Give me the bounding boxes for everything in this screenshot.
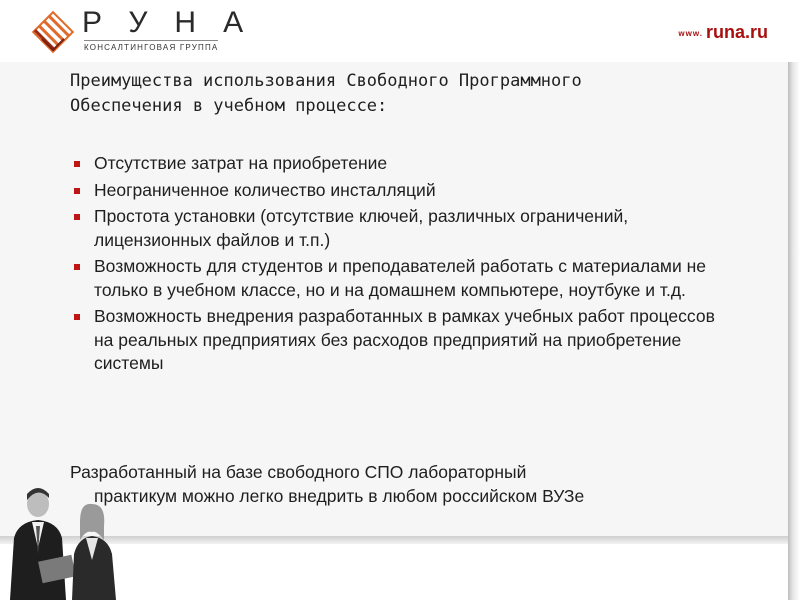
bullet-marker	[74, 264, 80, 270]
list-item	[74, 205, 734, 252]
slide-header	[0, 0, 800, 62]
list-item-text: Возможность внедрения разработанных в рамках учебных работ процессов на реальных предприятиях без расходов предприятий на приобретение системы	[94, 306, 715, 373]
business-people-image	[0, 478, 130, 600]
list-item-text: Неограниченное количество инсталляций	[94, 179, 436, 200]
bullet-marker	[74, 314, 80, 320]
list-item	[74, 255, 734, 302]
runa-logo-icon	[30, 9, 76, 55]
logo-subtitle: КОНСАЛТИНГОВАЯ ГРУППА	[84, 43, 219, 52]
logo-wordmark: РУНА	[82, 6, 271, 39]
conclusion-line-1: Разработанный на базе свободного СПО лабораторный	[70, 462, 527, 482]
bullet-marker	[74, 161, 80, 167]
list-item	[74, 152, 734, 176]
logo-divider	[84, 40, 218, 41]
list-item-text: Отсутствие затрат на приобретение	[94, 153, 388, 173]
conclusion-line-2: практикум можно легко внедрить в любом российском ВУЗе	[94, 486, 585, 506]
bullet-marker	[74, 188, 80, 194]
list-item	[74, 179, 734, 203]
list-item-text: Возможность для студентов и преподавателей работать с материалами не только в учебном классе, но и на домашнем компьютере, ноутбуке и т.д.	[94, 256, 706, 300]
list-item-text: Простота установки (отсутствие ключей, различных ограничений, лицензионных файлов и т.п.)	[94, 206, 629, 250]
slide-title: Преимущества использования Свободного Программного Обеспечения в учебном процессе:	[70, 71, 582, 116]
site-url	[678, 22, 768, 43]
bullet-marker	[74, 214, 80, 220]
list-item	[74, 305, 734, 376]
conclusion-text	[70, 460, 750, 508]
benefits-list	[74, 152, 734, 379]
url-domain: runa.ru	[705, 22, 768, 42]
right-edge-shadow	[788, 62, 800, 600]
url-prefix: www.	[678, 28, 703, 38]
